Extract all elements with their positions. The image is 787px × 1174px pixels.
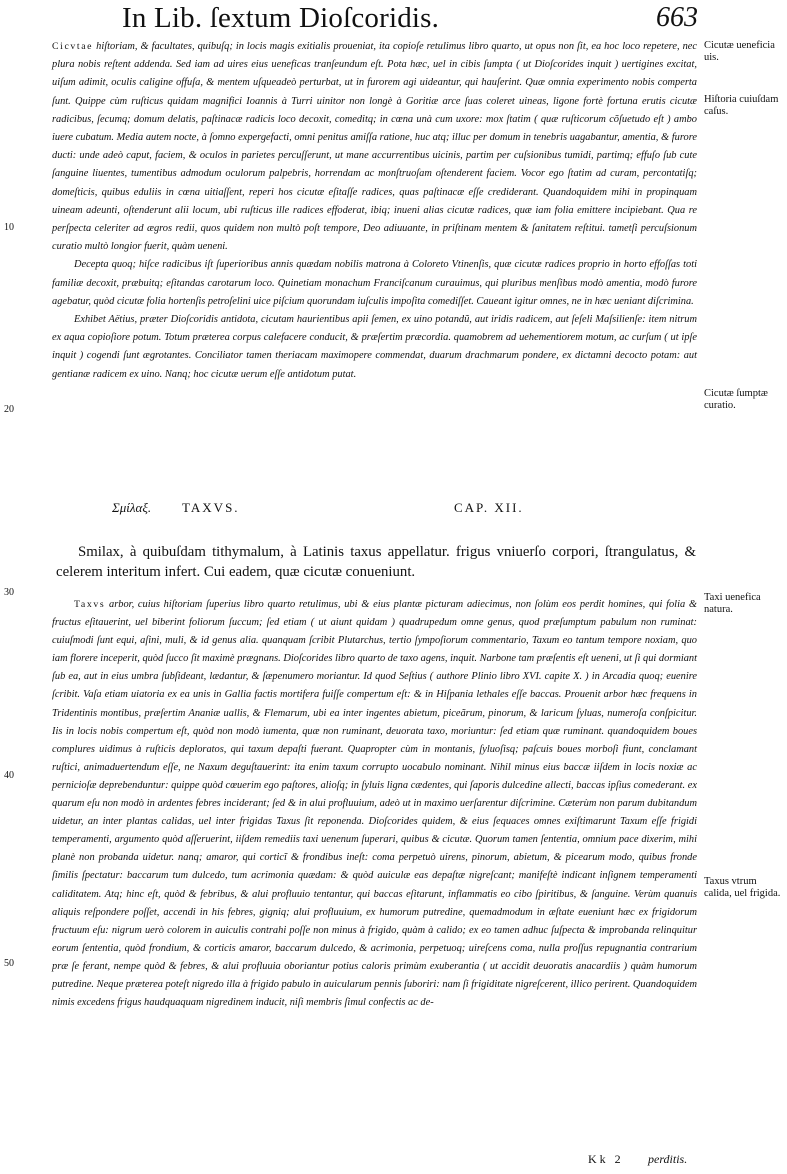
- taxus-commentary: [52, 596, 697, 1012]
- margin-note-1: Cicutæ ueneficia uis.: [704, 40, 775, 63]
- catchword: perditis.: [648, 1152, 688, 1166]
- line-number-20: 20: [4, 404, 14, 415]
- chapter-greek-name: Σμίλαξ.: [112, 500, 152, 515]
- running-head: [0, 0, 787, 38]
- cicuta-paragraph-2-text: Quippe cùm ruſticus quidam magnifici Ioannis à Turri uinitor non longè à Goritiæ arce ſuas coleret uineas, ligone fortè fortuna erutis cicutæ radicibus, ſecumq; domum delatis, paſtinacæ radicis loco decoxit, comeditq; in cœna unà cum uxore: mox ſtatim ( quæ ruſticorum cõſuetudo eſt ) ambo iuere cubatum. Media autem nocte, à ſomno expergefacti, omni penitus amiſſa ratione, huc atq; illuc per domum in tenebris uagabantur, amentia, & furore ducti: unde adeò caput, faciem, & oculos in parietes percuſſerunt, ut mane accurrentibus uicinis, partim per cuſsionibus tumidi, partimq; effuſo ſub cute ſanguine liuentes, tumentibus admodum oculorum palpebris, horrendam ac monſtruoſam oſtenderent faciem. Vocor ego ſtatim ad curam, percontatiſq; domeſticis, quibus eduliis in cœna uitiaſſent, reperi hos cicutæ eſitaſſe radices, quas paſtinacæ eſſe crediderant. Quandoquidem mihi in propinquam uineam adeunti, oſtenderunt alii locum, ubi ruſticus ille radices effoderat, ibiq; inueni alias cicutæ radices, quæ iam folia emittere incipiebant. Qua re perſpecta celeriter ad ægros redii, quos quidem non multò poſt tempore, Deo adiuuante, in priſtinam mentem & ſanitatem reſtitui. tametſi percuſsionum curatio multò longior fuerit, quàm ueneni.: [52, 95, 697, 253]
- signature-mark: Kk 2: [588, 1152, 624, 1166]
- line-number-30: 30: [4, 587, 14, 598]
- line-number-40: 40: [4, 770, 14, 781]
- chapter-number: CAP. XII.: [454, 500, 524, 515]
- cicuta-commentary: [52, 38, 697, 384]
- taxus-initial-word: Taxvs: [74, 599, 106, 610]
- dioscorides-text: [56, 543, 696, 582]
- taxus-paragraph-1-text: arbor, cuius hiſtoriam ſuperius libro quarto retulimus, ubi & eius plantæ picturam adiecimus, non ſolùm eos perdit homines, qui folia & fructus eſitauerint, uel biberint foliorum ſuccum; ſed etiam ( ut aiunt quidam ) quadrupedum omne genus, quod præſumptum pabulum non ruminat: cuiuſmodi ſunt equi, aſini, muli, & id genus alia. quanquam ſcribit Plutarchus, tertio ſympoſiorum commentario, Taxum eo tantum tempore noxiam, quo iam florere inceperit, quòd ſucco ſit maximè prægnans. Dioſcorides libro quarto de taxo agens, inquit. Narbone tam præſentis eſt ueneni, ut ſi qui dormiant ſub ea, aut in eius umbra ſubſideant, lædantur, & ſæpenumero moriantur. Id quod Seſtius ( authore Plinio libro XVI. capite X. ) in Arcadia quoq; euenire ſcribit. Vaſa etiam uiatoria ex ea unis in Gallia factis mortifera fuiſſe compertum eſt: & in Hiſpania lethales eſſe baccas. Prouenit arbor hæc frequens in Tridentinis montibus, præſertim Ananiæ uallis, & Flemarum, ubi ea inter ingentes abietum, piceãrum, pinorum, & laricum ſyluas, numeroſa conſpicitur. Iis in locis nobis compertum eſt, quòd non modò iumenta, quæ non ruminant, deuorata taxo, moriuntur: ſed etiam quæ ruminant. quandoquidem boues complures uidimus à ruſticis deploratos, qui taxum depaſti fuerant. Quapropter cùm in montanis, ſyluoſisq; paſcuis boues morboſi fiunt, conclamant ruſtici, animaduertendum eſſe, ne Naxum deguſtauerint: ita enim taxum corrupto uocabulo nominant. Nihil minus eius baccæ iiſdem in locis noxiæ ac pernicioſæ deprebenduntur: quippe quòd cœuerim ego paſtores, alioſq; in ſyluis ligna cædentes, qui ſaporis dulcedine allecti, baccas ipſius comederant. ex quarum eſu non modò in ardentes febres inciderant; ſed & in alui profluuium, adeò ut in maximo uerſarentur diſcrimine. Cæterùm non parum dubitandum uidetur, an inter plantas calidas, uel inter frigidas Taxus ſit reponenda. Dioſcorides quidem, & eius ſequaces omnes exiſtimarunt Taxum eſſe frigidi temperamenti, argumento quòd aſſeruerint, iiſdem remediis taxi uenenum ſuperari, quibus & cicutæ. Quorum tamen ſententia, omnium pace dixerim, mihi planè non probanda uidetur. nanq; amaror, qui corticĩ & frondibus ineſt: coma perpetuò uirens, pinorum, abietum, & picearum modo, quibus fronde ſimilis ſpectatur: baccarum tum dulcedo, tum acrimonia quædam: & quòd auiculæ eas depaſtæ nigreſcant; manifeſtè indicant inſignem temperamenti caliditatem. Atq; hinc eſt, quòd & febribus, & alui profluuio tentantur, qui baccas eſitarunt, inflammatis eo cibo ſpiritibus, & ſanguine. Verùm quanuis aliquis reſpondere poſſet, accendi in his febres, gigniq; alui profluuium, ex humorum putredine, quemadmodum in æſtate eueniunt hæc ex frigidorum fructuum eſu: nigrum uerò colorem in auiculis contrahi poſſe non minus à frigido, quàm à calido; ex eo tamen adhuc ſuſpecta & improbanda relinquitur eorum ſententia, quòd frondium, & corticis amaror, baccarum dulcedo, & acrimonia, perpetuoq; uireſcens coma, nulla proſſus repugnantia contrarium præ ſe ferant, nempe quòd & febres, & alui profluuia oboriantur potius caloris primùm exuberantia ( ut accidit deuoratis anacardiis ) quàm humorum putredine. Neque præterea poteſt nigredo illa à frigido pabulo in auicularum pennis ſuboriri: nam ſi frigiditate nigreſcerent, illico perirent. Quandoquidem nimis excedens frigus haudquaquam nigredinem inducit, niſi membris ſimul confectis ac de-: [52, 599, 697, 1009]
- taxus-paragraph-1: [52, 596, 697, 1012]
- cicuta-initial-word: Cicvtae: [52, 41, 94, 52]
- margin-note-3: Cicutæ ſumptæ curatio.: [704, 388, 768, 411]
- cicuta-paragraph-4: Exhibet Aëtius, præter Dioſcoridis antidota, cicutam haurientibus apii ſemen, ex uino potandũ, aut iridis radicem, aut ſeſeli Maſsilienſe: item nitrum ex aqua copioſiore potum. Totum præterea corpus calefacere conducit, & præſertim præcordia. quamobrem ad uehementiorem motum, ac curſum ( ut ipſe inquit ) cogendi ſunt ægrotantes. Conciliator tamen theriacam maximopere commendat, duarum drachmarum pondere, ex dictamni decocto potam: aut gentianæ radicem ex uino. Nanq; hoc cicutæ uerum eſſe antidotum putat.: [52, 314, 697, 380]
- dioscorides-paragraph: Smilax, à quibuſdam tithymalum, à Latinis taxus appellatur. frigus vniuerſo corpori, ſtrangulatus, & celerem interitum infert. Cui eadem, quæ cicutæ conueniunt.: [56, 544, 696, 580]
- line-number-50: 50: [4, 958, 14, 969]
- margin-note-5: Taxus vtrum calida, uel frigida.: [704, 876, 781, 899]
- cicuta-paragraph-1-text: hiſtoriam, & facultates, quibuſq; in locis magis exitialis proueniat, ita copioſe retulimus libro quarto, ut opus non ſit, ea hoc loco repetere, nec plura nobis reſtent addenda. Sed iam ad uires eius ueneficas tranſeundum eſt. Pota hæc, uel in cibis ſumpta ( ut Dioſcorides inquit ) uertigines excitat, uiſum adimit, oculis caligine offuſa, & mentem uſqueadeò perturbat, ut in furorem agi uideantur, qui hauſerint. Quæ omnia experimento nobis comperta ſunt.: [52, 41, 697, 107]
- line-number-10: 10: [4, 222, 14, 233]
- margin-note-2: Hiſtoria cuiuſdam caſus.: [704, 94, 779, 117]
- cicuta-paragraph-1: [52, 38, 697, 256]
- margin-note-4: Taxi uenefica natura.: [704, 592, 761, 615]
- running-title: In Lib. ſextum Dioſcoridis.: [122, 2, 440, 34]
- cicuta-paragraph-3: Decepta quoq; hiſce radicibus iſt ſuperioribus annis quædam nobilis matrona à Coloreto Vtinenſis, quæ cicutæ radices proprio in horto effoſſas toti familiæ decoxit, præbuitq; eſitandas carotarum loco. Quinetiam monachum Franciſcanum curauimus, qui pluribus menſibus modò amentia, modò furore agebatur, quòd cicutæ folia hortenſis petroſelini uice piſcium quorundam iuſculis impoſita comediſſet. Caueant igitur omnes, ne in hæc ueniant diſcrimina.: [52, 259, 697, 307]
- chapter-heading: [112, 500, 632, 522]
- folio-number: 663: [656, 2, 698, 33]
- chapter-latin-name: TAXVS.: [182, 500, 240, 515]
